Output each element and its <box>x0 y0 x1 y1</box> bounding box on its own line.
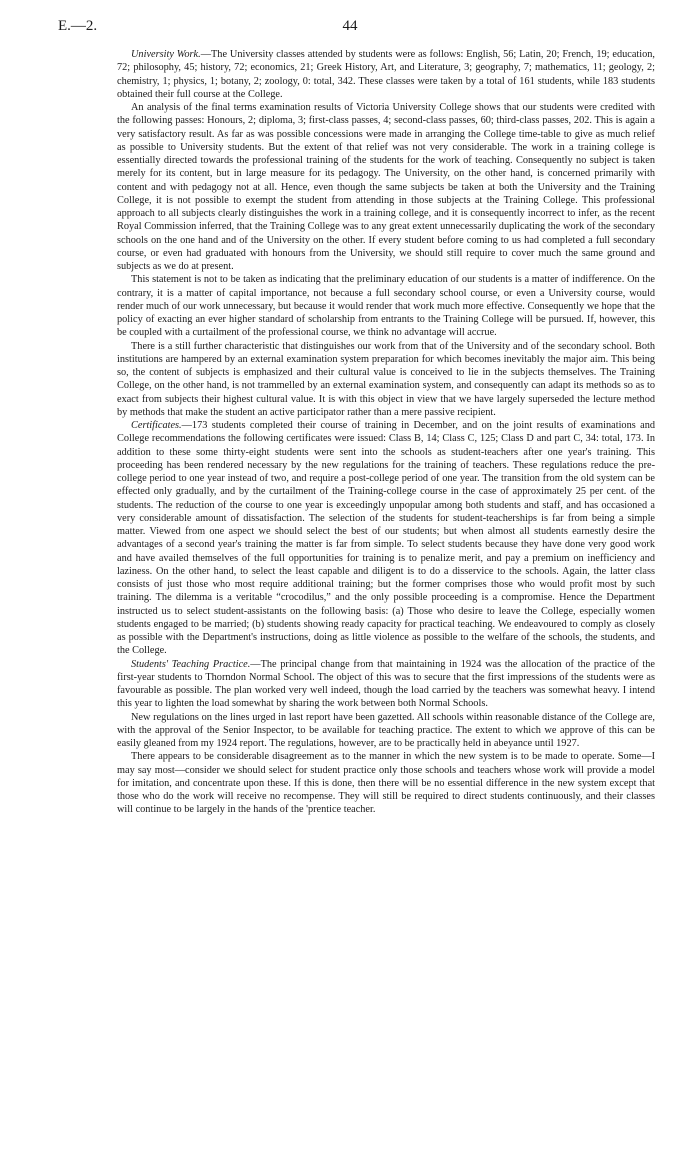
paragraph-university-work <box>117 48 655 101</box>
paragraph <box>117 750 655 816</box>
paragraph-text: This statement is not to be taken as indicating that the preliminary education of our students is a matter of indifference. On the contrary, it is a matter of capital importance, not because a full secondary school course, or even a University course, would render much of our work unnecessary, but because it would render that work much more effective. Consequently we hope that the policy of exacting an ever higher standard of scholarship from entrants to the Training College will be pursued. If, however, this be coupled with a curtailment of the professional course, we think no advantage will accrue. <box>117 274 655 339</box>
paragraph <box>117 711 655 751</box>
page-number: 44 <box>342 18 358 34</box>
paragraph <box>117 340 655 420</box>
document-reference: E.—2. <box>58 18 98 34</box>
paragraph-text: —173 students completed their course of training in December, and on the joint results of examinations and College recommendations the following certificates were issued: Class B, 14; Class C, 125; Class D and part C, 34: total, 173. In addition to these some thirty-eight students were sent into the schools as student-teachers after one year's training. This proceeding has been rendered necessary by the new regulations for the training of teachers. These regulations reduce the pre-college period to one year instead of two, and require a post-college period of one year. The transition from the old system can be effected only gradually, and by the curtailment of the Training-college course in the case of approximately 25 per cent. of the students. The reduction of the course to one year is exceedingly unpopular among both students and staff, and has occasioned a very considerable amount of dissatisfaction. The selection of the students for student-teacherships is far from being a simple matter. Viewed from one aspect we should select the best of our students; but when almost all students earnestly desire the advantages of a second year's training the matter is far from simple. To select students because they have done very good work and have availed themselves of the full opportunities for training is to penalize merit, and pay a premium on inefficiency and laziness. On the other hand, to select the least capable and diligent is to do a disservice to the schools. Again, the latter class consists of just those who most require additional training; but the former comprises those who would profit most by such training. The dilemma is a veritable “crocodilus,” and the only possible proceeding is a compromise. Hence the Department instructed us to select student-assistants on the following basis: (a) Those who desire to leave the College, especially women students engaged to be married; (b) students showing ready capacity for practical teaching. We endeavoured to comply as closely as possible with the Department's instructions, doing as little violence as possible to the welfare of the schools, the students, and the College. <box>117 420 655 657</box>
paragraph <box>117 273 655 339</box>
paragraph-text: —The University classes attended by students were as follows: English, 56; Latin, 20; French, 19; education, 72; philosophy, 45; history, 72; economics, 21; Greek History, Art, and Literature, 3; geography, 7; mathematics, 11; geology, 2; chemistry, 1; physics, 1; botany, 2; zoology, 0: total, 342. These classes were taken by a total of 161 students, while 183 students obtained their full course at the College. <box>117 49 655 100</box>
paragraph-teaching-practice <box>117 658 655 711</box>
paragraph-certificates <box>117 419 655 658</box>
paragraph-text: There appears to be considerable disagreement as to the manner in which the new system is to be made to operate. Some—I may say most—consider we should select for student practice only those schools and teachers whose work will provide a model for imitation, and concentrate upon these. If this is done, then there will be no essential difference in the new system except that those who do the work will receive no recompense. They will still be required to direct students continuously, and their classes will continue to be largely in the hands of the 'prentice teacher. <box>117 751 655 816</box>
side-heading: University Work. <box>131 49 201 60</box>
page-header <box>30 18 670 38</box>
report-body <box>117 48 655 817</box>
side-heading: Certificates. <box>131 420 182 431</box>
paragraph-text: There is a still further characteristic that distinguishes our work from that of the University and of the secondary school. Both institutions are hampered by an external examination system preparation for which becomes inevitably the major aim. This being so, the content of subjects is emphasized and their cultural value is conceived to lie in the subjects themselves. The Training College, on the other hand, is not trammelled by an external examination system, and consequently can adapt its methods so as to exact from subjects their highest cultural value. It is with this object in view that we have largely superseded the lecture method by methods that make the student an active participator rather than a mere passive recipient. <box>117 340 655 418</box>
side-heading: Students' Teaching Practice. <box>131 658 251 670</box>
paragraph-text: An analysis of the final terms examination results of Victoria University College shows that our students were credited with the following passes: Honours, 2; diploma, 3; first-class passes, 4; second-class passes, 60; third-class passes, 202. This is again a very satisfactory result. As far as was possible concessions were made in arranging the College time-table to give as much relief as possible to University students. But the extent of that relief was not very considerable. The work in a training college is essentially directed towards the professional training of the students for the work of teaching. Consequently no subject is taken merely for its content, but in large measure for its pedagogy. The University, on the other hand, is concerned primarily with content and with pedagogy not at all. Hence, even though the same subjects be taken at both the University and the Training College, it is not possible to exempt the student from attending in those subjects at the Training College. This professional approach to all subjects clearly distinguishes the work in a training college, and it is consequently incorrect to infer, as the recent Royal Commission inferred, that the Training College was to any great extent unnecessarily duplicating the work of the secondary schools on the one hand and of the University on the other. If every student before coming to us had completed a full secondary course, or even had graduated with honours from the University, we should still require to cover much the same ground and subjects as we do at present. <box>117 102 655 272</box>
paragraph <box>117 101 655 273</box>
paragraph-text: —The principal change from that maintaining in 1924 was the allocation of the practice of the first-year students to Thorndon Normal School. The object of this was to secure that the first impressions of the students were as favourable as possible. The plan worked very well indeed, though the load carried by the teachers was somewhat heavy. I intend this year to lighten the load somewhat by sharing the work between both Normal Schools. <box>117 658 655 710</box>
paragraph-text: New regulations on the lines urged in last report have been gazetted. All schools within reasonable distance of the College are, with the approval of the Senior Inspector, to be available for teaching practice. The extent to which we approve of this can be easily gleaned from my 1924 report. The regulations, however, are to be practically held in abeyance until 1927. <box>117 711 655 749</box>
